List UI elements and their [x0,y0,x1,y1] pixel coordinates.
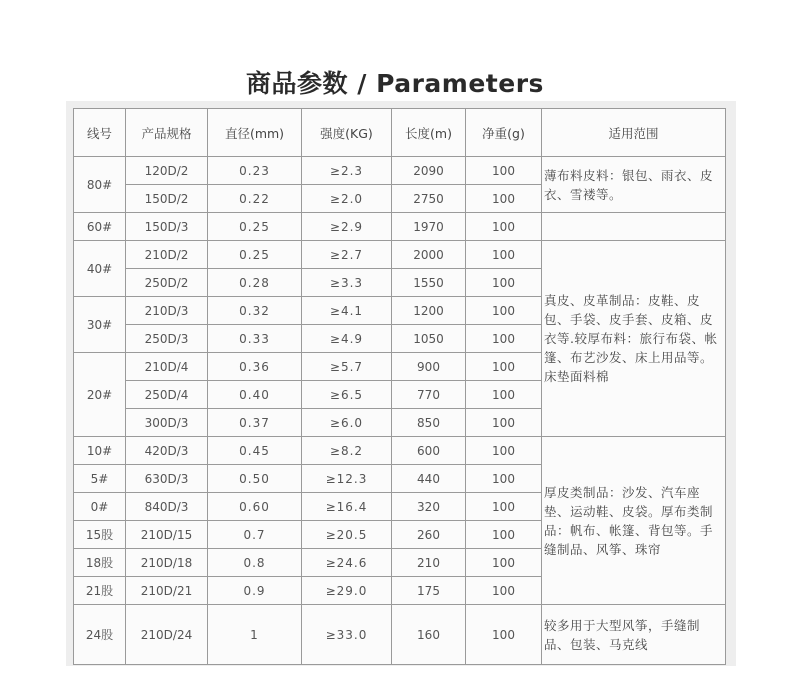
spec-cell: 210D/24 [126,605,208,665]
usage-cell: 薄布料皮料：银包、雨衣、皮衣、雪褛等。 [542,157,726,213]
length-cell: 320 [392,493,466,521]
usage-cell: 厚皮类制品：沙发、汽车座垫、运动鞋、皮袋。厚布类制品：帆布、帐篷、背包等。手缝制品、风筝、珠帘 [542,437,726,605]
strength-cell: ≥24.6 [302,549,392,577]
length-cell: 2750 [392,185,466,213]
diameter-cell: 0.7 [208,521,302,549]
model-cell: 60# [74,213,126,241]
spec-cell: 210D/15 [126,521,208,549]
table-row [74,437,726,465]
weight-cell: 100 [466,605,542,665]
spec-cell: 250D/4 [126,381,208,409]
weight-cell: 100 [466,521,542,549]
strength-cell: ≥2.0 [302,185,392,213]
spec-cell: 250D/2 [126,269,208,297]
strength-cell: ≥20.5 [302,521,392,549]
spec-cell: 250D/3 [126,325,208,353]
length-cell: 1970 [392,213,466,241]
spec-cell: 150D/2 [126,185,208,213]
weight-cell: 100 [466,549,542,577]
diameter-cell: 0.22 [208,185,302,213]
model-cell: 40# [74,241,126,297]
length-cell: 160 [392,605,466,665]
usage-cell: 真皮、皮革制品：皮鞋、皮包、手袋、皮手套、皮箱、皮衣等.较厚布料：旅行布袋、帐篷、布艺沙发、床上用品等。床垫面料棉 [542,241,726,437]
weight-cell: 100 [466,381,542,409]
header-cell-model: 线号 [74,109,126,157]
model-cell: 18股 [74,549,126,577]
length-cell: 770 [392,381,466,409]
model-cell: 20# [74,353,126,437]
header-cell-length: 长度(m) [392,109,466,157]
spec-cell: 840D/3 [126,493,208,521]
length-cell: 2000 [392,241,466,269]
length-cell: 1050 [392,325,466,353]
weight-cell: 100 [466,465,542,493]
strength-cell: ≥16.4 [302,493,392,521]
diameter-cell: 0.9 [208,577,302,605]
strength-cell: ≥2.9 [302,213,392,241]
diameter-cell: 1 [208,605,302,665]
strength-cell: ≥5.7 [302,353,392,381]
length-cell: 1200 [392,297,466,325]
model-cell: 80# [74,157,126,213]
model-cell: 5# [74,465,126,493]
length-cell: 2090 [392,157,466,185]
diameter-cell: 0.25 [208,241,302,269]
table-row [74,241,726,269]
table-row [74,605,726,665]
weight-cell: 100 [466,409,542,437]
spec-cell: 210D/18 [126,549,208,577]
model-cell: 30# [74,297,126,353]
length-cell: 1550 [392,269,466,297]
strength-cell: ≥4.1 [302,297,392,325]
weight-cell: 100 [466,269,542,297]
spec-cell: 210D/21 [126,577,208,605]
length-cell: 210 [392,549,466,577]
spec-cell: 120D/2 [126,157,208,185]
model-cell: 21股 [74,577,126,605]
strength-cell: ≥4.9 [302,325,392,353]
spec-cell: 210D/2 [126,241,208,269]
weight-cell: 100 [466,577,542,605]
header-cell-usage: 适用范围 [542,109,726,157]
diameter-cell: 0.33 [208,325,302,353]
model-cell: 10# [74,437,126,465]
length-cell: 440 [392,465,466,493]
spec-cell: 210D/4 [126,353,208,381]
spec-cell: 420D/3 [126,437,208,465]
header-cell-diameter: 直径(mm) [208,109,302,157]
diameter-cell: 0.8 [208,549,302,577]
header-cell-strength: 强度(KG) [302,109,392,157]
length-cell: 900 [392,353,466,381]
strength-cell: ≥33.0 [302,605,392,665]
diameter-cell: 0.28 [208,269,302,297]
diameter-cell: 0.60 [208,493,302,521]
strength-cell: ≥12.3 [302,465,392,493]
diameter-cell: 0.40 [208,381,302,409]
weight-cell: 100 [466,437,542,465]
length-cell: 600 [392,437,466,465]
weight-cell: 100 [466,353,542,381]
strength-cell: ≥2.3 [302,157,392,185]
table-header-row [74,109,726,157]
header-cell-weight: 净重(g) [466,109,542,157]
table-row [74,157,726,185]
strength-cell: ≥2.7 [302,241,392,269]
model-cell: 0# [74,493,126,521]
spec-cell: 210D/3 [126,297,208,325]
diameter-cell: 0.45 [208,437,302,465]
length-cell: 850 [392,409,466,437]
model-cell: 24股 [74,605,126,665]
length-cell: 260 [392,521,466,549]
strength-cell: ≥3.3 [302,269,392,297]
diameter-cell: 0.50 [208,465,302,493]
diameter-cell: 0.25 [208,213,302,241]
page-title: 商品参数 / Parameters [246,69,544,98]
diameter-cell: 0.36 [208,353,302,381]
header-cell-spec: 产品规格 [126,109,208,157]
diameter-cell: 0.37 [208,409,302,437]
spec-cell: 630D/3 [126,465,208,493]
strength-cell: ≥6.0 [302,409,392,437]
diameter-cell: 0.32 [208,297,302,325]
weight-cell: 100 [466,493,542,521]
strength-cell: ≥6.5 [302,381,392,409]
diameter-cell: 0.23 [208,157,302,185]
usage-cell: 较多用于大型风筝，手缝制品、包装、马克线 [542,605,726,665]
weight-cell: 100 [466,185,542,213]
length-cell: 175 [392,577,466,605]
weight-cell: 100 [466,241,542,269]
model-cell: 15股 [74,521,126,549]
weight-cell: 100 [466,213,542,241]
weight-cell: 100 [466,297,542,325]
weight-cell: 100 [466,157,542,185]
strength-cell: ≥29.0 [302,577,392,605]
weight-cell: 100 [466,325,542,353]
table-row [74,213,726,241]
parameters-table [73,108,726,665]
spec-cell: 150D/3 [126,213,208,241]
strength-cell: ≥8.2 [302,437,392,465]
usage-cell-empty [542,213,726,241]
spec-cell: 300D/3 [126,409,208,437]
